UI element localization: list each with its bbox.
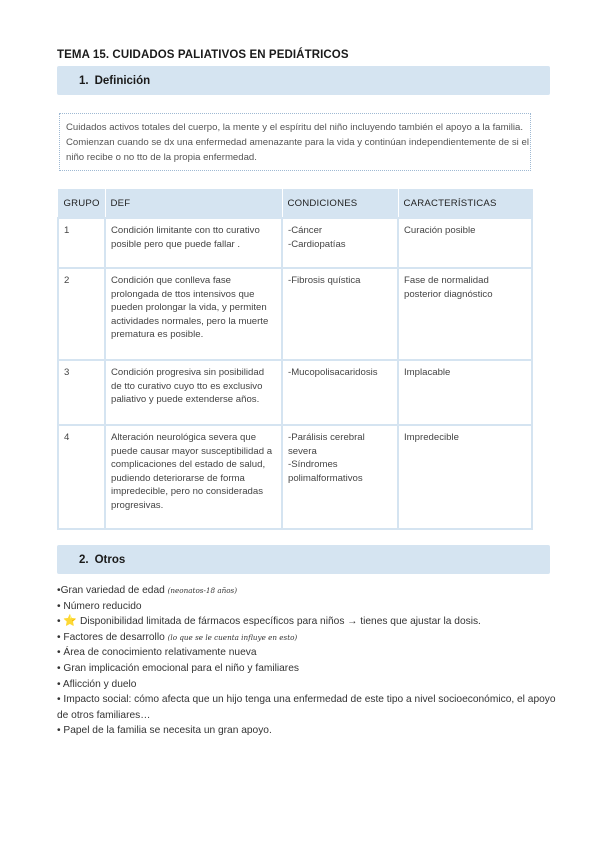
handwritten-note: (lo que se le cuenta influye en esto) bbox=[167, 632, 298, 642]
cell-caracteristicas: Fase de normalidad posterior diagnóstico bbox=[398, 268, 532, 360]
cell-condiciones bbox=[282, 360, 398, 425]
section-number: 1. bbox=[79, 74, 89, 87]
condition-item: -Fibrosis quística bbox=[288, 275, 361, 286]
cell-def: Condición progresiva sin posibilidad de tto curativo cuyo tto es exclusivo paliativo y puede extenderse años. bbox=[105, 360, 282, 425]
cell-def: Alteración neurológica severa que puede causar mayor susceptibilidad a complicaciones del estado de salud, pudiendo deteriorarse de forma impredecible, pero no consideradas progresivas. bbox=[105, 425, 282, 529]
cell-condiciones bbox=[282, 425, 398, 529]
cell-condiciones bbox=[282, 218, 398, 268]
table-row bbox=[58, 218, 532, 268]
list-item bbox=[57, 614, 557, 630]
bullet-list bbox=[57, 583, 557, 739]
list-item bbox=[57, 630, 557, 646]
cell-def: Condición limitante con tto curativo posible pero que puede fallar . bbox=[105, 218, 282, 268]
header-def: DEF bbox=[105, 190, 282, 219]
bullet-text: • Factores de desarrollo bbox=[57, 631, 165, 643]
cell-caracteristicas: Impredecible bbox=[398, 425, 532, 529]
cell-def: Condición que conlleva fase prolongada de ttos intensivos que pueden prolongar la vida, y permiten actividades normales, pero la muerte prematura es posible. bbox=[105, 268, 282, 360]
list-item: • Gran implicación emocional para el niño y familiares bbox=[57, 662, 299, 674]
cell-grupo: 2 bbox=[58, 268, 105, 360]
handwritten-note: (neonatos-18 años) bbox=[167, 586, 238, 595]
condition-item: -Parálisis cerebral severa bbox=[288, 432, 365, 457]
cell-grupo: 1 bbox=[58, 218, 105, 268]
list-item: • Papel de la familia se necesita un gran apoyo. bbox=[57, 725, 272, 737]
list-item: • Impacto social: cómo afecta que un hijo tenga una enfermedad de este tipo a nivel socioeconómico, el apoyo de otros familiares… bbox=[57, 694, 556, 721]
bullet-text: Disponibilidad limitada de fármacos específicos para niños → tienes que ajustar la dosis. bbox=[79, 616, 481, 628]
table-header-row bbox=[58, 190, 532, 219]
cell-grupo: 3 bbox=[58, 360, 105, 425]
section-number: 2. bbox=[79, 553, 89, 566]
section-label: Otros bbox=[94, 553, 126, 566]
list-item: • Número reducido bbox=[57, 600, 142, 612]
condition-item: -Cáncer bbox=[288, 225, 323, 236]
bullet-mark: • bbox=[57, 616, 61, 628]
groups-table bbox=[57, 189, 533, 530]
table-row bbox=[58, 360, 532, 425]
section-label: Definición bbox=[94, 74, 151, 87]
condition-item: -Cardiopatías bbox=[288, 238, 346, 250]
list-item bbox=[57, 583, 557, 599]
cell-condiciones bbox=[282, 268, 398, 360]
table-row bbox=[58, 425, 532, 529]
definition-callout: Cuidados activos totales del cuerpo, la mente y el espíritu del niño incluyendo también el apoyo a la familia. Comienzan cuando se dx una enfermedad amenazante para la vida y continúan independientemente de si el niño recibe o no tto de la propia enfermedad. bbox=[59, 113, 531, 171]
document-title: TEMA 15. CUIDADOS PALIATIVOS EN PEDIÁTRICOS bbox=[57, 49, 349, 61]
condition-item: -Síndromes polimalformativos bbox=[288, 459, 363, 484]
table-row bbox=[58, 268, 532, 360]
header-caracteristicas: CARACTERÍSTICAS bbox=[398, 190, 532, 219]
cell-caracteristicas: Curación posible bbox=[398, 218, 532, 268]
list-item: • Área de conocimiento relativamente nueva bbox=[57, 647, 257, 659]
condition-item: -Mucopolisacaridosis bbox=[288, 367, 378, 378]
header-condiciones: CONDICIONES bbox=[282, 190, 398, 219]
section-heading-otros bbox=[57, 545, 550, 574]
star-icon: ⭐ bbox=[63, 615, 78, 628]
cell-grupo: 4 bbox=[58, 425, 105, 529]
section-heading-definicion bbox=[57, 66, 550, 95]
header-grupo: GRUPO bbox=[58, 190, 105, 219]
list-item: • Aflicción y duelo bbox=[57, 678, 137, 690]
cell-caracteristicas: Implacable bbox=[398, 360, 532, 425]
bullet-text: •Gran variedad de edad bbox=[57, 585, 165, 596]
